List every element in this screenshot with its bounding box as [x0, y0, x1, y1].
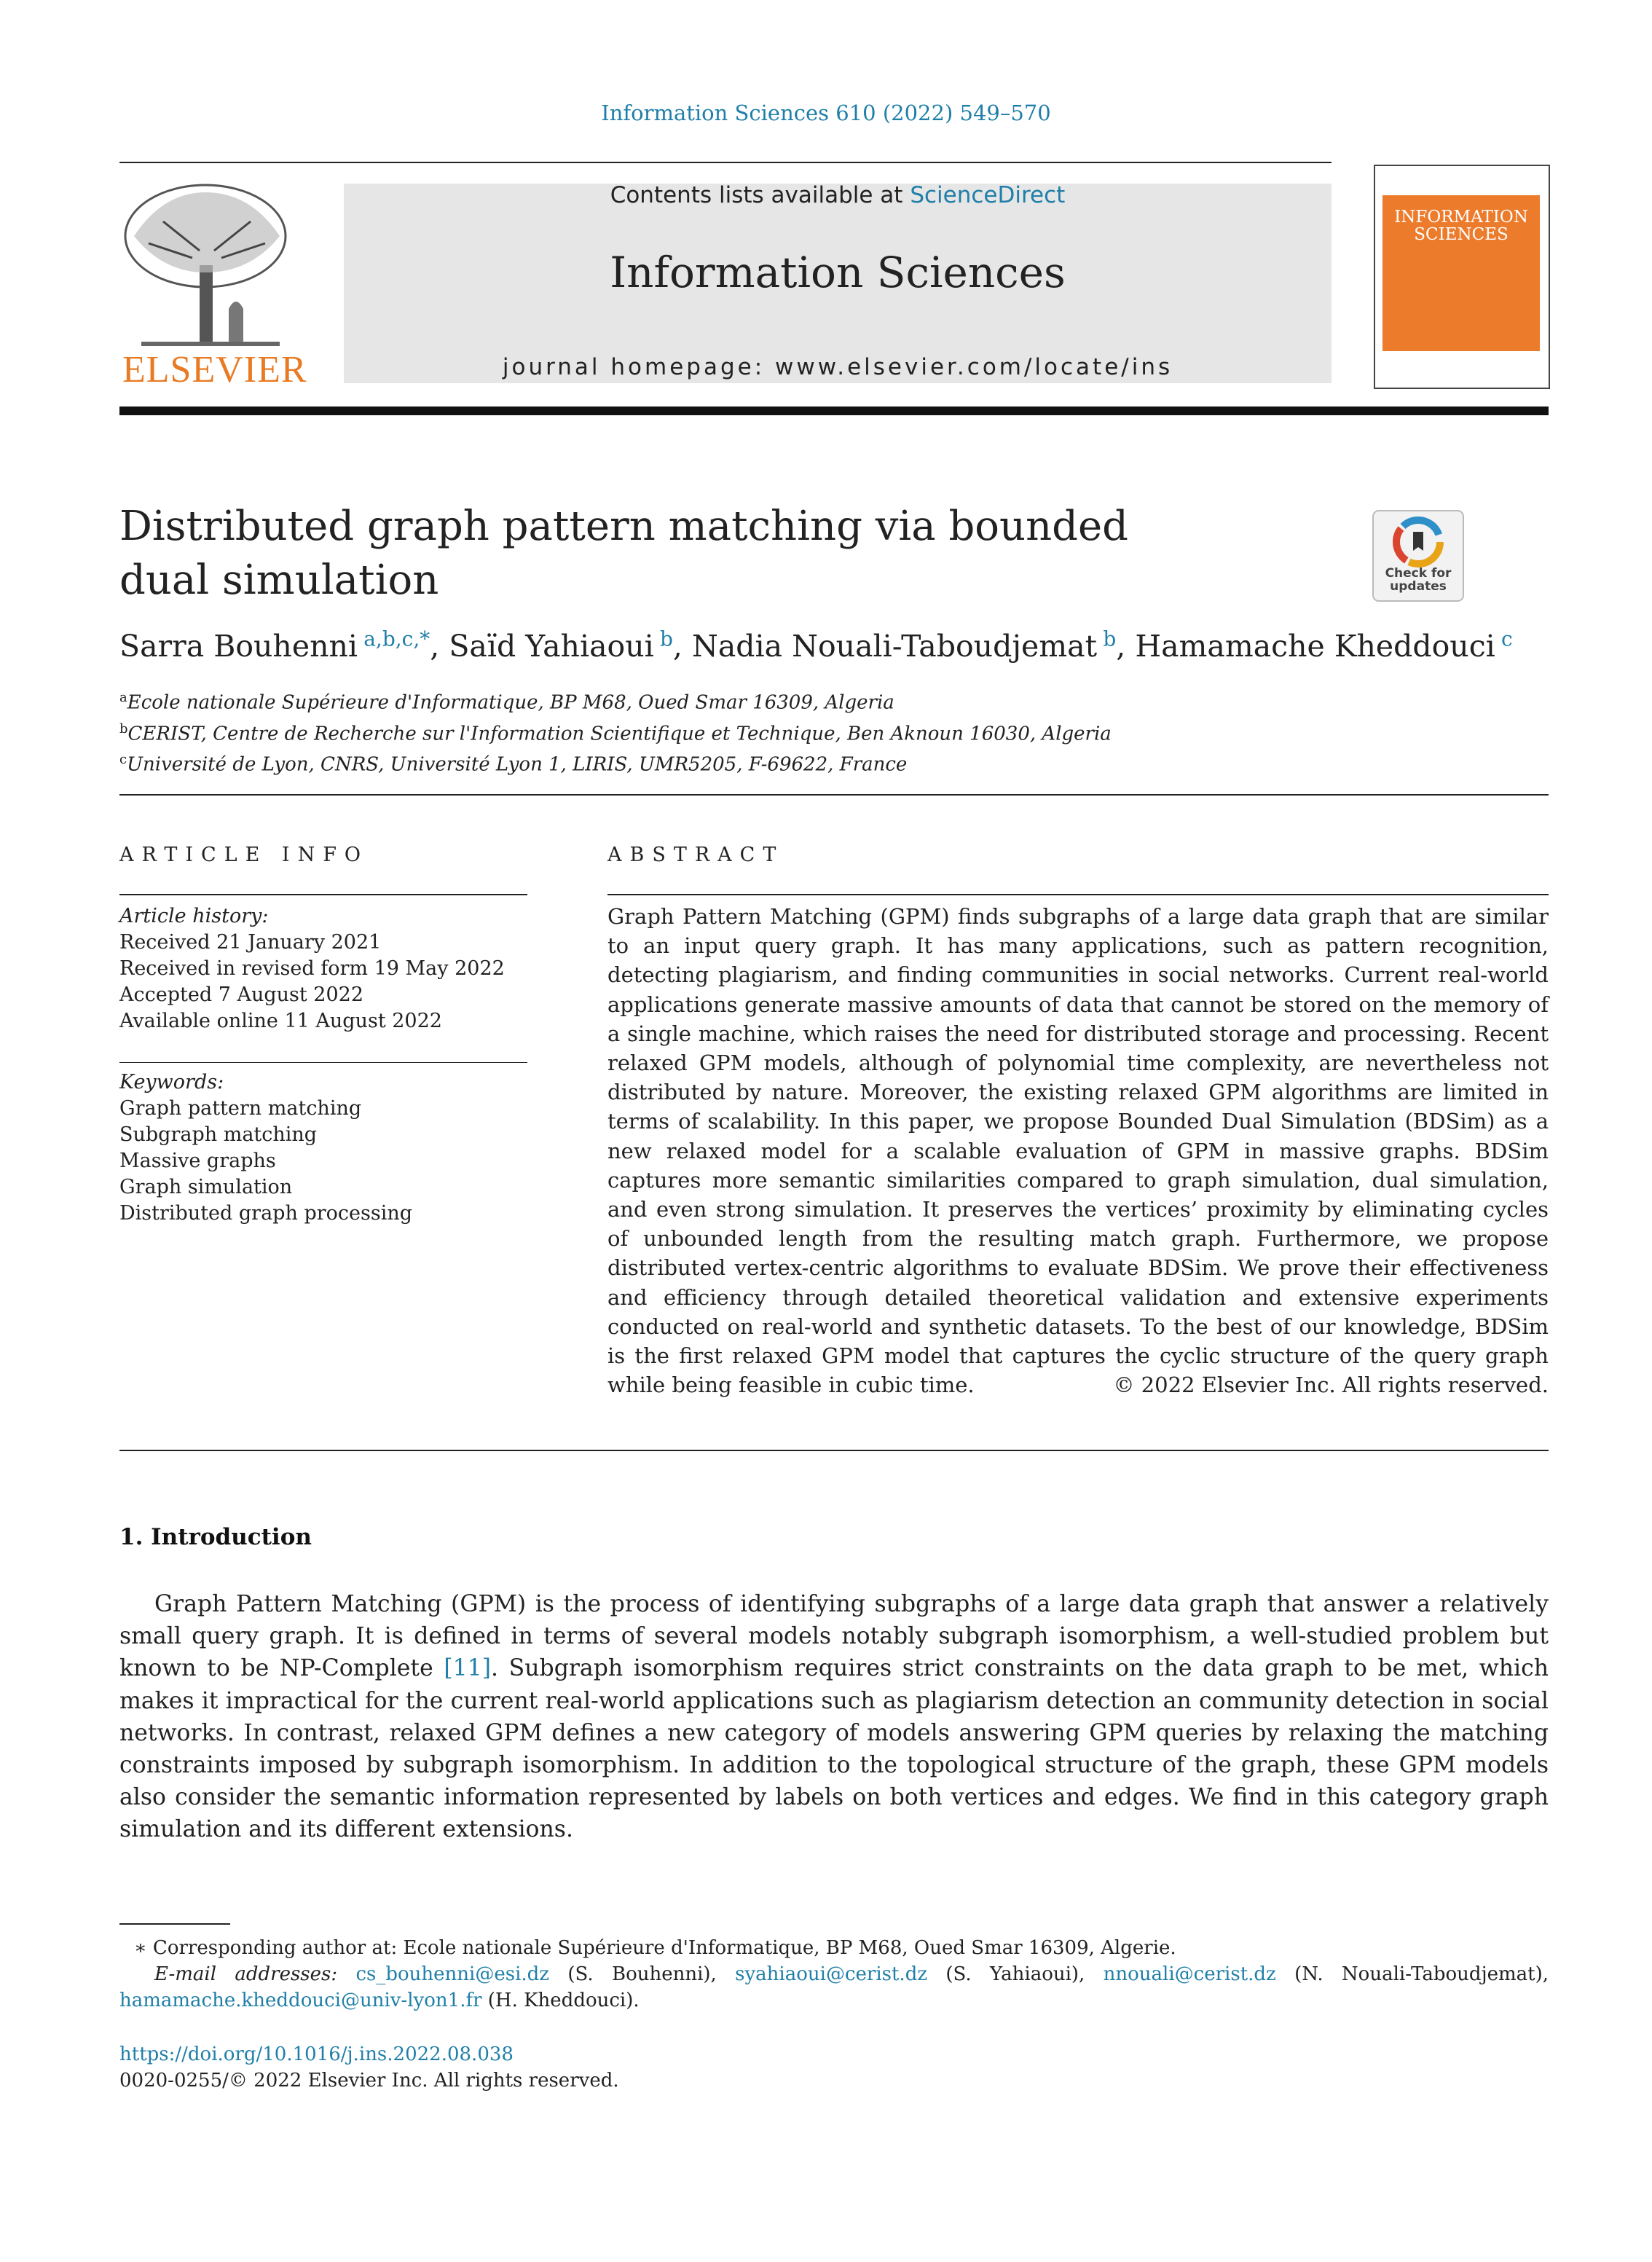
- history-item: Received in revised form 19 May 2022: [119, 957, 505, 980]
- elsevier-logo: [119, 178, 307, 390]
- issn-line: 0020-0255/© 2022 Elsevier Inc. All rights reserved.: [119, 2070, 619, 2092]
- email-addresses: E-mail addresses: cs_bouhenni@esi.dz (S. Bouhenni), syahiaoui@cerist.dz (S. Yahiaoui), nnouali@cerist.dz (N. Nouali-Taboudjemat), hamamache.kheddouci@univ-lyon1.fr (H. Kheddouci).: [119, 1963, 1549, 2011]
- doi-block: [119, 2041, 619, 2094]
- footnote-rule: [119, 1923, 230, 1925]
- author[interactable]: Hamamache Kheddouci $^c$: [1135, 627, 1513, 664]
- keywords: [119, 1069, 527, 1227]
- history-item: Available online 11 August 2022: [119, 1010, 442, 1032]
- journal-reference[interactable]: Information Sciences 610 (2022) 549–570: [601, 101, 1051, 125]
- article-history: [119, 903, 527, 1034]
- article-title: Distributed graph pattern matching via bounded dual simulation: [119, 503, 1128, 604]
- publisher-name: ELSEVIER: [122, 349, 307, 390]
- keywords-rule: [119, 1062, 527, 1063]
- check-for-updates-badge[interactable]: [1372, 510, 1464, 602]
- keyword: Massive graphs: [119, 1150, 276, 1172]
- header-rule: [119, 162, 1332, 163]
- affiliation: $^b$CERIST, Centre de Recherche sur l'Information Scientifique et Technique, Ben Aknoun 16030, Algeria: [119, 720, 1112, 745]
- homepage-prefix: journal homepage:: [502, 354, 776, 380]
- author-affiliation-marker[interactable]: a,b,c,*: [363, 627, 430, 651]
- journal-name: Information Sciences: [610, 248, 1066, 297]
- keyword: Graph simulation: [119, 1176, 293, 1198]
- corresponding-author-note: ∗ Corresponding author at: Ecole nationale Supérieure d'Informatique, BP M68, Oued Smar 16309, Algerie.: [134, 1937, 1176, 1959]
- author[interactable]: Nadia Nouali-Taboudjemat $^b$: [691, 627, 1117, 664]
- introduction-heading: 1. Introduction: [119, 1524, 312, 1550]
- journal-cover: [1374, 165, 1550, 389]
- footnotes: [119, 1935, 1549, 2014]
- journal-homepage: [344, 354, 1332, 380]
- email-link[interactable]: nnouali@cerist.dz: [1103, 1963, 1276, 1985]
- abstract-heading: ABSTRACT: [607, 844, 784, 866]
- history-label: Article history:: [119, 905, 269, 927]
- contents-line: [344, 182, 1332, 208]
- doi-link[interactable]: https://doi.org/10.1016/j.ins.2022.08.038: [119, 2043, 514, 2065]
- keyword: Subgraph matching: [119, 1123, 318, 1146]
- keyword: Distributed graph processing: [119, 1202, 413, 1225]
- sciencedirect-link[interactable]: ScienceDirect: [910, 182, 1066, 208]
- abstract-rule: [607, 894, 1549, 895]
- keyword: Graph pattern matching: [119, 1097, 362, 1120]
- affiliations: [119, 685, 1547, 778]
- author-list: Sarra Bouhenni $^{a,b,c,*}$, Saïd Yahiaoui $^b$, Nadia Nouali-Taboudjemat $^b$, Hamamache Kheddouci $^c$: [119, 627, 1513, 664]
- header-thick-rule: [119, 407, 1549, 415]
- reference-link[interactable]: [11]: [444, 1655, 492, 1682]
- email-link[interactable]: hamamache.kheddouci@univ-lyon1.fr: [119, 1990, 482, 2011]
- article-info-heading: ARTICLE INFO: [119, 844, 369, 866]
- abstract-copyright: © 2022 Elsevier Inc. All rights reserved.: [1113, 1372, 1549, 1397]
- abstract-text: Graph Pattern Matching (GPM) finds subgraphs of a large data graph that are similar to an input query graph. It has many applications, such as pattern recognition, detecting plagiarism, and finding communities in social networks. Current real-world applications generate massive amounts of data that cannot be stored on the memory of a single machine, which raises the need for distributed storage and processing. Recent relaxed GPM models, although of polynomial time complexity, are nevertheless not distributed by nature. Moreover, the existing relaxed GPM algorithms are limited in terms of scalability. In this paper, we propose Bounded Dual Simulation (BDSim) as a new relaxed model for a scalable evaluation of GPM in massive graphs. BDSim captures more semantic similarities compared to graph simulation, dual simulation, and even strong simulation. It preserves the vertices’ proximity by eliminating cycles of unbounded length from the resulting match graph. Furthermore, we propose distributed vertex-centric algorithms to evaluate BDSim. We prove their effectiveness and efficiency through detailed theoretical validation and extensive experiments conducted on real-world and synthetic datasets. To the best of our knowledge, BDSim is the first relaxed GPM model that captures the cyclic structure of the query graph while being feasible in cubic time.: [607, 904, 1549, 1398]
- affiliation: $^c$Université de Lyon, CNRS, Université Lyon 1, LIRIS, UMR5205, F-69622, France: [119, 752, 908, 776]
- article-info-rule: [119, 894, 527, 895]
- introduction-paragraph: Graph Pattern Matching (GPM) is the process of identifying subgraphs of a large data graph that answer a relatively small query graph. It is defined in terms of several models notably subgraph isomorphism, a well-studied problem but known to be NP-Complete [11]. Subgraph isomorphism requires strict constraints on the data graph to be met, which makes it impractical for the current real-world applications such as plagiarism detection an community detection in social networks. In contrast, relaxed GPM defines a new category of models answering GPM queries by relaxing the matching constraints imposed by subgraph isomorphism. In addition to the topological structure of the graph, these GPM models also consider the semantic information represented by labels on both vertices and edges. We find in this category graph simulation and its different extensions.: [119, 1591, 1549, 1843]
- history-item: Accepted 7 August 2022: [119, 983, 364, 1006]
- homepage-link[interactable]: www.elsevier.com/locate/ins: [775, 354, 1173, 380]
- crossmark-label: Check for updates: [1385, 566, 1452, 594]
- author[interactable]: Saïd Yahiaoui $^b$: [449, 627, 673, 664]
- author-affiliation-marker[interactable]: c: [1501, 627, 1513, 651]
- author-affiliation-marker[interactable]: b: [1103, 627, 1117, 651]
- author[interactable]: Sarra Bouhenni $^{a,b,c,*}$: [119, 627, 430, 664]
- email-link[interactable]: cs_bouhenni@esi.dz: [355, 1963, 550, 1985]
- cover-title: INFORMATION SCIENCES: [1394, 208, 1528, 244]
- section-rule: [119, 1450, 1549, 1451]
- contents-prefix: Contents lists available at: [610, 182, 910, 208]
- history-item: Received 21 January 2021: [119, 931, 382, 954]
- author-affiliation-marker[interactable]: b: [659, 627, 673, 651]
- section-rule: [119, 794, 1549, 796]
- affiliation: $^a$Ecole nationale Supérieure d'Informatique, BP M68, Oued Smar 16309, Algeria: [119, 690, 894, 714]
- keywords-label: Keywords:: [119, 1071, 224, 1093]
- email-link[interactable]: syahiaoui@cerist.dz: [735, 1963, 928, 1985]
